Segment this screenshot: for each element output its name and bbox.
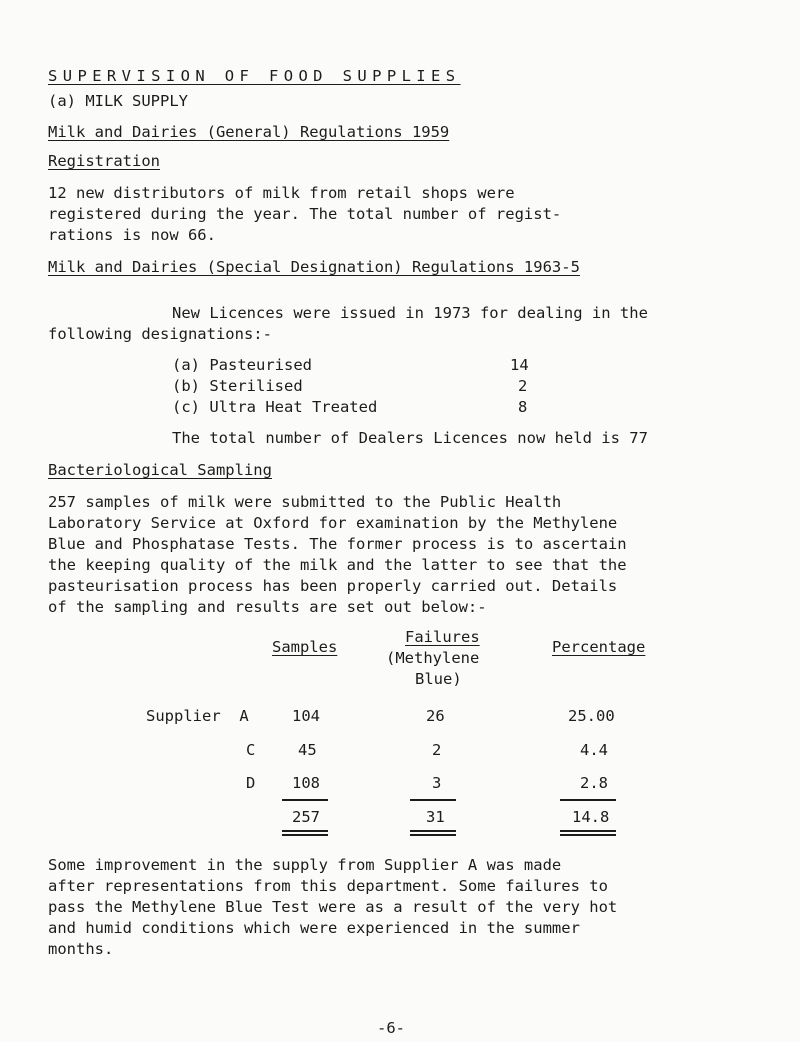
table-cell-failures: 3 bbox=[432, 774, 442, 792]
designation-count: 2 bbox=[518, 377, 528, 395]
bacteriological-line-2: Laboratory Service at Oxford for examination by the Methylene bbox=[48, 514, 618, 532]
dealers-total-text: The total number of Dealers Licences now held is 77 bbox=[172, 429, 648, 447]
bacteriological-line-5: pasteurisation process has been properly carried out. Details bbox=[48, 577, 618, 595]
table-cell-samples: 104 bbox=[292, 707, 320, 725]
designation-count: 14 bbox=[510, 356, 529, 374]
table-cell-samples: 45 bbox=[298, 741, 317, 759]
regulations-1963-heading: Milk and Dairies (Special Designation) Regulations 1963-5 bbox=[48, 258, 580, 276]
licences-line-1: New Licences were issued in 1973 for dealing in the bbox=[172, 304, 648, 322]
table-cell-percentage: 2.8 bbox=[580, 774, 608, 792]
section-a-label: (a) MILK SUPPLY bbox=[48, 92, 188, 110]
totals-bottom-rule bbox=[560, 834, 616, 836]
closing-line-5: months. bbox=[48, 940, 114, 958]
totals-top-rule bbox=[282, 799, 328, 801]
table-total-percentage: 14.8 bbox=[572, 808, 610, 826]
table-total-failures: 31 bbox=[426, 808, 445, 826]
bacteriological-line-6: of the sampling and results are set out below:- bbox=[48, 598, 487, 616]
registration-line-3: rations is now 66. bbox=[48, 226, 216, 244]
totals-bottom-rule bbox=[410, 834, 456, 836]
designation-count: 8 bbox=[518, 398, 528, 416]
table-cell-failures: 2 bbox=[432, 741, 442, 759]
table-cell-failures: 26 bbox=[426, 707, 445, 725]
section-a-heading bbox=[48, 91, 188, 112]
table-row-label: C bbox=[246, 741, 256, 759]
closing-line-3: pass the Methylene Blue Test were as a result of the very hot bbox=[48, 898, 618, 916]
totals-top-rule bbox=[410, 799, 456, 801]
bacteriological-line-4: the keeping quality of the milk and the latter to see that the bbox=[48, 556, 627, 574]
closing-line-1: Some improvement in the supply from Supplier A was made bbox=[48, 856, 562, 874]
table-cell-percentage: 4.4 bbox=[580, 741, 608, 759]
bacteriological-line-3: Blue and Phosphatase Tests. The former process is to ascertain bbox=[48, 535, 627, 553]
table-total-samples: 257 bbox=[292, 808, 320, 826]
totals-top-rule bbox=[560, 799, 616, 801]
page-title: SUPERVISION OF FOOD SUPPLIES bbox=[48, 67, 461, 85]
totals-bottom-rule bbox=[410, 830, 456, 832]
totals-bottom-rule bbox=[282, 830, 328, 832]
table-header-failures: Failures bbox=[405, 628, 480, 646]
table-header-samples: Samples bbox=[272, 638, 338, 656]
table-header-percentage: Percentage bbox=[552, 638, 646, 656]
table-header-failures-sub2: Blue) bbox=[415, 670, 462, 688]
table-cell-percentage: 25.00 bbox=[568, 707, 615, 725]
totals-bottom-rule bbox=[282, 834, 328, 836]
bacteriological-heading: Bacteriological Sampling bbox=[48, 461, 272, 479]
table-cell-samples: 108 bbox=[292, 774, 320, 792]
closing-line-2: after representations from this department. Some failures to bbox=[48, 877, 608, 895]
licences-line-2: following designations:- bbox=[48, 325, 272, 343]
designation-label: (c) Ultra Heat Treated bbox=[172, 398, 378, 416]
registration-heading: Registration bbox=[48, 152, 160, 170]
page-number: -6- bbox=[377, 1019, 405, 1037]
designation-label: (b) Sterilised bbox=[172, 377, 303, 395]
designation-label: (a) Pasteurised bbox=[172, 356, 312, 374]
table-row-label: D bbox=[246, 774, 256, 792]
regulations-1959-heading: Milk and Dairies (General) Regulations 1959 bbox=[48, 123, 450, 141]
registration-line-1: 12 new distributors of milk from retail shops were bbox=[48, 184, 515, 202]
registration-line-2: registered during the year. The total number of regist- bbox=[48, 205, 562, 223]
bacteriological-line-1: 257 samples of milk were submitted to the Public Health bbox=[48, 493, 562, 511]
closing-line-4: and humid conditions which were experienced in the summer bbox=[48, 919, 580, 937]
totals-bottom-rule bbox=[560, 830, 616, 832]
table-header-failures-sub: (Methylene bbox=[386, 649, 480, 667]
table-row-label: Supplier A bbox=[146, 707, 249, 725]
